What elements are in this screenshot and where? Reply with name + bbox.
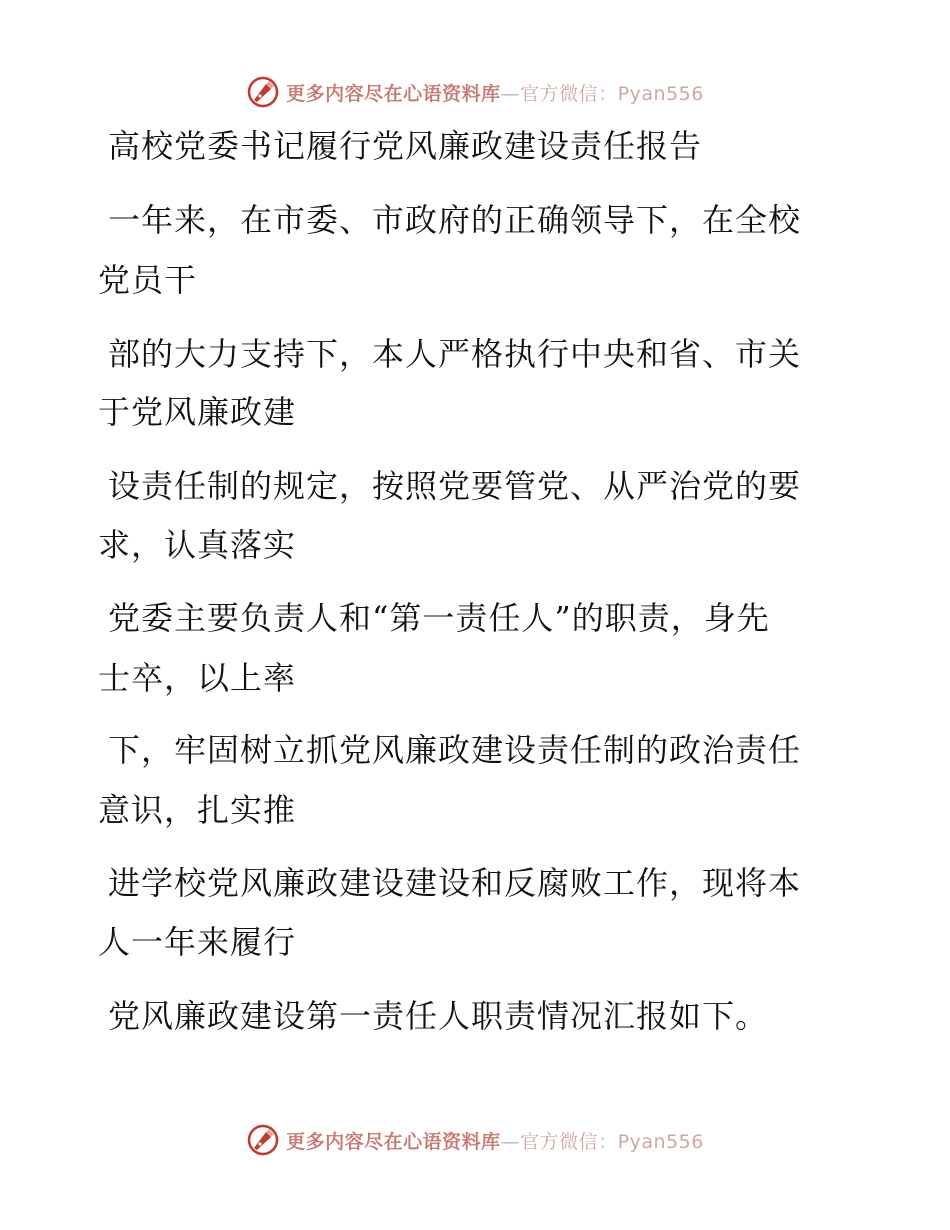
header-watermark [0, 70, 950, 114]
pen-nib-seal-icon [246, 75, 280, 109]
paragraph-line: 下，牢固树立抓党风廉政建设责任制的政治责任 [108, 731, 802, 769]
footer-watermark [0, 1118, 950, 1162]
watermark-separator: — [500, 1130, 521, 1153]
paragraph-line: 党委主要负责人和“第一责任人”的职责，身先 [108, 599, 770, 637]
paragraph-line: 人一年来履行 [98, 923, 297, 961]
paragraph-line: 进学校党风廉政建设建设和反腐败工作，现将本 [108, 864, 802, 902]
watermark-contact: 官方微信：Pyan556 [520, 82, 704, 105]
watermark-brand: 更多内容尽在心语资料库 [286, 1130, 501, 1153]
watermark-text [286, 1127, 704, 1154]
paragraph-line: 求，认真落实 [98, 526, 297, 564]
paragraph-line: 于党风廉政建 [98, 393, 297, 431]
watermark-contact: 官方微信：Pyan556 [520, 1130, 704, 1153]
paragraph-line: 部的大力支持下，本人严格执行中央和省、市关 [108, 335, 802, 373]
watermark-brand: 更多内容尽在心语资料库 [286, 82, 501, 105]
paragraph-line: 一年来，在市委、市政府的正确领导下，在全校 [108, 201, 802, 239]
watermark-separator: — [500, 82, 521, 105]
paragraph-line: 党风廉政建设第一责任人职责情况汇报如下。 [108, 997, 769, 1035]
pen-nib-seal-icon [246, 1123, 280, 1157]
paragraph-line: 意识，扎实推 [98, 791, 297, 829]
document-title: 高校党委书记履行党风廉政建设责任报告 [108, 127, 703, 165]
paragraph-line: 设责任制的规定，按照党要管党、从严治党的要 [108, 467, 802, 505]
paragraph-line: 士卒，以上率 [98, 659, 297, 697]
paragraph-line: 党员干 [98, 261, 198, 299]
watermark-text [286, 79, 704, 106]
